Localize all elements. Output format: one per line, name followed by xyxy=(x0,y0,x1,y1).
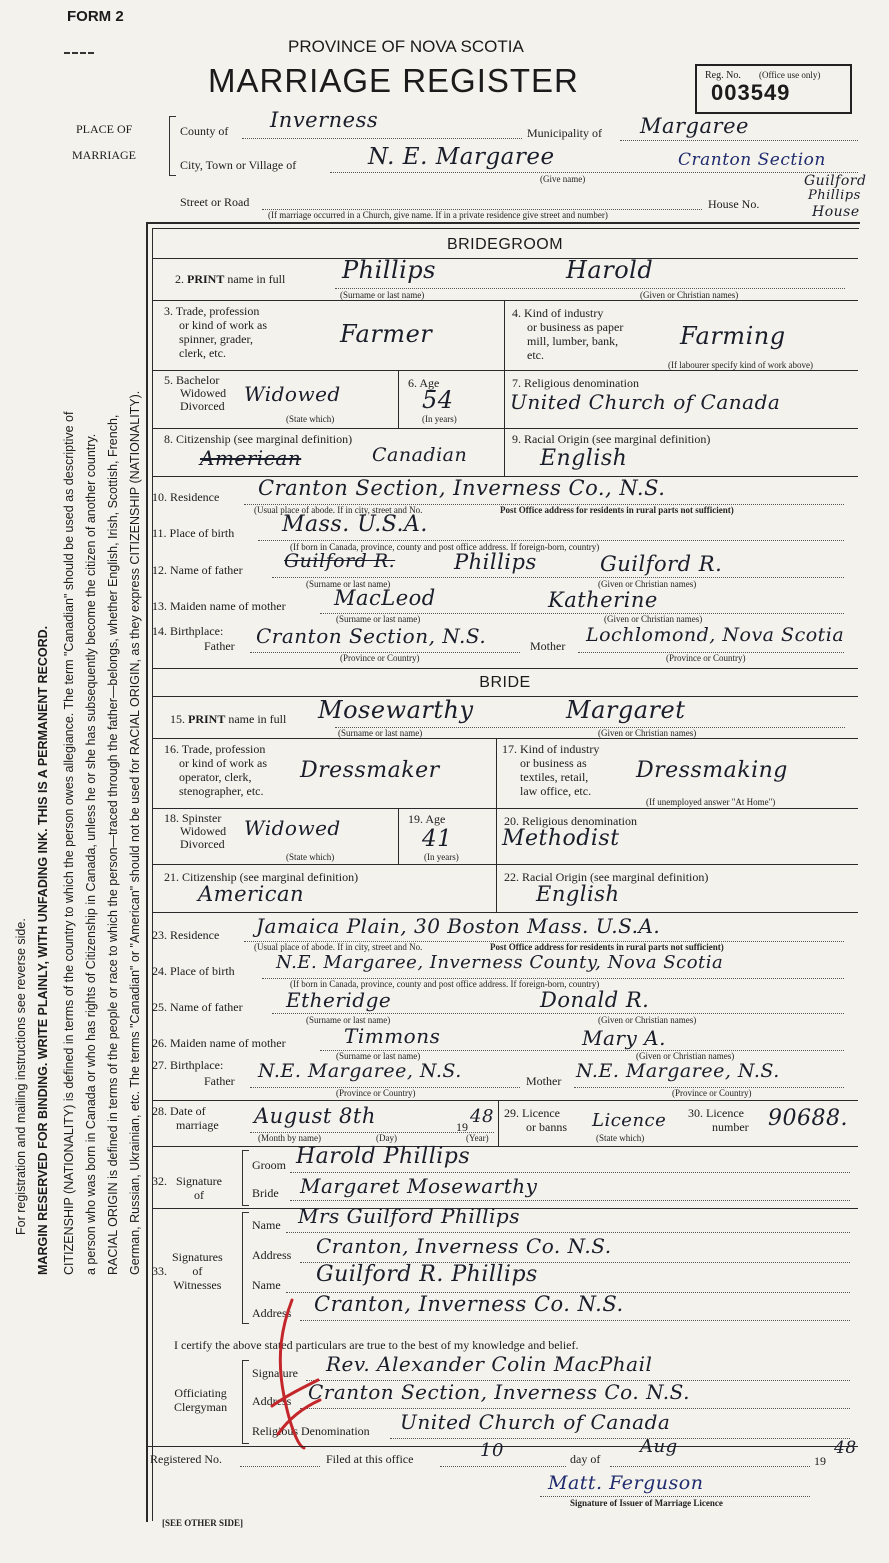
br-status-label-1: 18. Spinster xyxy=(164,811,222,825)
reg-no-value: 003549 xyxy=(711,80,791,105)
witness-num: 33. xyxy=(152,1264,167,1278)
br-residence-label: 23. Residence xyxy=(152,928,220,942)
bg-trade-label-4: clerk, etc. xyxy=(179,346,226,360)
bg-name-label: name in full xyxy=(227,272,286,286)
br-industry-caption: (If unemployed answer "At Home") xyxy=(646,797,776,807)
br-birth-caption: (If born in Canada, province, county and post office address. If foreign-born, country) xyxy=(290,979,600,989)
filed-day-line xyxy=(440,1466,566,1467)
margin-racial-def-2: German, Russian, Ukrainian, etc. The terms "Canadian" or "American" should not be used for RACIAL ORIGIN, as they express CITIZENSHIP (NATIONALITY). xyxy=(128,390,142,1275)
form-label: FORM 2 xyxy=(67,8,124,25)
bg-citizenship-struck: American xyxy=(200,446,302,470)
given-name-caption: (Give name) xyxy=(540,174,586,184)
br-mother-given: Mary A. xyxy=(582,1026,666,1050)
church-caption: (If marriage occurred in a Church, give name. If in a private residence give street and number) xyxy=(268,210,608,220)
bg-status-value: Widowed xyxy=(244,382,341,406)
reg-no-label: Reg. No. xyxy=(705,70,741,81)
bg-residence-caption-a: (Usual place of abode. If in city, street and No. xyxy=(254,505,423,515)
br-birth-label: 24. Place of birth xyxy=(152,964,235,978)
bride-label: Bride xyxy=(252,1186,279,1200)
date-divider xyxy=(498,1100,499,1146)
rule-bg-3 xyxy=(152,370,858,371)
bg-father-struck: Guilford R. xyxy=(284,550,396,572)
w2-address-label: Address xyxy=(252,1306,292,1320)
day-of-label: day of xyxy=(570,1452,601,1466)
registered-line xyxy=(240,1466,320,1467)
bg-residence-caption-b: Post Office address for residents in rural parts not sufficient) xyxy=(500,505,734,515)
br-bp-father-caption: (Province or Country) xyxy=(336,1088,416,1098)
rule-sig-top xyxy=(152,1146,858,1147)
sig-label xyxy=(176,1174,222,1202)
br-father-label: 25. Name of father xyxy=(152,1000,243,1014)
br-bp-father-label: Father xyxy=(204,1074,235,1088)
county-label: County of xyxy=(180,124,229,138)
registered-label: Registered No. xyxy=(150,1452,222,1466)
br-residence-caption-b: Post Office address for residents in rural parts not sufficient) xyxy=(490,942,724,952)
br-status-value: Widowed xyxy=(244,816,341,840)
bg-father-surname: Phillips xyxy=(454,550,537,574)
br-citizenship-label: 21. Citizenship (see marginal definition) xyxy=(164,870,359,884)
bg-age-divider-2 xyxy=(504,370,505,428)
bg-industry-label-1: 4. Kind of industry xyxy=(512,306,604,320)
bg-trade-label-1: 3. Trade, profession xyxy=(164,304,260,318)
clergy-signature: Rev. Alexander Colin MacPhail xyxy=(326,1352,653,1376)
bride-signature: Margaret Mosewarthy xyxy=(300,1174,538,1198)
bg-citizenship-value: Canadian xyxy=(372,444,468,466)
bg-religion-value: United Church of Canada xyxy=(510,390,781,414)
sig-bracket xyxy=(242,1150,249,1206)
bg-industry-value: Farming xyxy=(680,322,786,350)
bg-industry-label xyxy=(512,306,672,362)
br-citizenship-value: American xyxy=(198,882,305,906)
bg-given: Harold xyxy=(566,256,654,284)
rule-bg-4 xyxy=(152,428,858,429)
bg-father-label: 12. Name of father xyxy=(152,563,243,577)
br-surname-caption: (Surname or last name) xyxy=(338,728,423,738)
bg-trade-label-2: or kind of work as xyxy=(179,318,267,332)
margin-binding-note: MARGIN RESERVED FOR BINDING. WRITE PLAINLY, WITH UNFADING INK. THIS IS A PERMANENT RECORD. xyxy=(36,625,50,1275)
bg-industry-label-3: mill, lumber, bank, xyxy=(527,334,619,348)
bride-line xyxy=(290,1200,850,1201)
bg-mother-given: Katherine xyxy=(548,588,658,612)
br-bp-mother-caption: (Province or Country) xyxy=(672,1088,752,1098)
br-trade-label-4: stenographer, etc. xyxy=(179,784,264,798)
w2-address: Cranton, Inverness Co. N.S. xyxy=(314,1292,624,1316)
bride-heading: BRIDE xyxy=(479,674,531,691)
bg-status-label-2: Widowed xyxy=(180,386,227,400)
rule-br-4 xyxy=(152,864,858,865)
reg-no-note: (Office use only) xyxy=(759,70,821,80)
rule-br-2 xyxy=(152,738,858,739)
licence-no-label-1: 30. Licence xyxy=(688,1106,744,1120)
clergy-address-line xyxy=(300,1408,850,1409)
bg-age-divider-1 xyxy=(398,370,399,428)
bg-racial-label: 9. Racial Origin (see marginal definition) xyxy=(512,432,711,446)
br-trade-label-3: operator, clerk, xyxy=(179,770,252,784)
date-label-2: marriage xyxy=(176,1118,219,1132)
br-industry-label-4: law office, etc. xyxy=(520,784,592,798)
bg-industry-label-4: etc. xyxy=(527,348,544,362)
bg-father-line xyxy=(272,577,844,578)
marriage-year: 48 xyxy=(470,1106,494,1127)
street-label: Street or Road xyxy=(180,195,250,209)
bg-industry-caption: (If labourer specify kind of work above) xyxy=(668,360,813,370)
br-bp-mother-value: N.E. Margaree, N.S. xyxy=(576,1060,780,1082)
bg-age-label: 6. Age xyxy=(408,376,440,390)
br-bp-mother-label: Mother xyxy=(526,1074,562,1088)
br-age-divider-1 xyxy=(398,808,399,864)
br-age-label: 19. Age xyxy=(408,812,446,826)
city-value: N. E. Margaree xyxy=(368,144,555,170)
br-age-value: 41 xyxy=(422,826,453,852)
br-father-surname-caption: (Surname or last name) xyxy=(306,1015,391,1025)
w1-name-line xyxy=(286,1232,850,1233)
w1-name-label: Name xyxy=(252,1218,281,1232)
date-label xyxy=(152,1104,219,1132)
sig-label-1: Signature xyxy=(176,1174,222,1188)
br-industry-label xyxy=(502,742,599,798)
br-industry-label-3: textiles, retail, xyxy=(520,770,589,784)
bg-name-num: 2. xyxy=(175,272,184,286)
bridegroom-heading: BRIDEGROOM xyxy=(446,236,564,253)
bg-residence-value: Cranton Section, Inverness Co., N.S. xyxy=(258,476,666,500)
witness-label-1: Signatures xyxy=(172,1250,223,1264)
bg-father-given: Guilford R. xyxy=(600,552,723,576)
w1-name: Mrs Guilford Phillips xyxy=(298,1204,520,1228)
br-trade-divider xyxy=(496,738,497,808)
place-label-2: MARRIAGE xyxy=(72,148,137,162)
licence-no-label-2: number xyxy=(712,1120,749,1134)
bg-status-label xyxy=(164,374,226,413)
bg-father-given-caption: (Given or Christian names) xyxy=(598,579,697,589)
punch-mark xyxy=(64,52,94,54)
bg-religion-label: 7. Religious denomination xyxy=(512,376,639,390)
bg-citizen-divider xyxy=(504,428,505,476)
br-given-caption: (Given or Christian names) xyxy=(598,728,697,738)
issuer-caption: Signature of Issuer of Marriage Licence xyxy=(570,1498,723,1508)
bg-status-label-1: 5. Bachelor xyxy=(164,373,220,387)
rule-marriage-top xyxy=(152,1100,858,1101)
w2-name-label: Name xyxy=(252,1278,281,1292)
bg-mother-given-caption: (Given or Christian names) xyxy=(604,614,703,624)
bg-age-value: 54 xyxy=(422,386,454,414)
br-father-given: Donald R. xyxy=(540,988,650,1012)
bg-name-print: PRINT xyxy=(187,272,225,286)
bg-mother-surname-caption: (Surname or last name) xyxy=(336,614,421,624)
bg-birthplace-label: 14. Birthplace: xyxy=(152,624,224,638)
witness-bracket xyxy=(242,1212,249,1324)
rule-bride-top xyxy=(152,668,858,669)
bg-industry-label-2: or business as paper xyxy=(527,320,624,334)
issuer-line xyxy=(540,1496,810,1497)
issuer-signature: Matt. Ferguson xyxy=(548,1472,704,1494)
red-check-mark xyxy=(268,1296,328,1456)
house-value-2: Phillips xyxy=(808,188,861,203)
bg-birth-value: Mass. U.S.A. xyxy=(282,512,428,537)
bg-trade-label-3: spinner, grader, xyxy=(179,332,254,346)
witness-label-3: Witnesses xyxy=(173,1278,222,1292)
groom-line xyxy=(290,1172,850,1173)
br-trade-value: Dressmaker xyxy=(300,758,440,783)
groom-signature: Harold Phillips xyxy=(296,1144,471,1169)
bg-name-label-row xyxy=(175,272,285,287)
clergy-label-1: Officiating xyxy=(174,1386,227,1400)
br-name-label-row xyxy=(170,712,286,727)
br-name-print: PRINT xyxy=(188,712,226,726)
br-religion-label: 20. Religious denomination xyxy=(504,814,637,828)
bg-father-surname-caption: (Surname or last name) xyxy=(306,579,391,589)
bg-mother-surname: MacLeod xyxy=(334,586,436,610)
house-label: House No. xyxy=(708,197,760,211)
witness-label-2: of xyxy=(192,1264,203,1278)
bg-age-caption: (In years) xyxy=(422,414,457,424)
bg-residence-label: 10. Residence xyxy=(152,490,220,504)
licence-label-1: 29. Licence xyxy=(504,1106,560,1120)
clergy-address-label: Address xyxy=(252,1394,292,1408)
w2-name: Guilford R. Phillips xyxy=(316,1262,538,1287)
br-status-label-2: Widowed xyxy=(180,824,227,838)
br-bp-father-value: N.E. Margaree, N.S. xyxy=(258,1060,462,1082)
clergy-address: Cranton Section, Inverness Co. N.S. xyxy=(308,1380,691,1404)
licence-value: Licence xyxy=(592,1110,667,1131)
br-status-label xyxy=(164,812,226,851)
date-label-1: 28. Date of xyxy=(152,1104,206,1118)
filed-month-line xyxy=(610,1466,810,1467)
marriage-month-day: August 8th xyxy=(254,1104,376,1128)
month-caption: (Month by name) xyxy=(258,1133,321,1143)
rule-br-3 xyxy=(152,808,858,809)
bg-mother-label: 13. Maiden name of mother xyxy=(152,599,286,613)
bg-name-line xyxy=(335,288,845,289)
br-mother-surname: Timmons xyxy=(344,1024,441,1048)
rule-bg-2 xyxy=(152,300,858,301)
margin-racial-def-1: RACIAL ORIGIN is defined in terms of the people or race to which the person—traced through the father—belongs, whether English, Irish, Scottish, French, xyxy=(106,414,120,1275)
br-mother-given-caption: (Given or Christian names) xyxy=(636,1051,735,1061)
br-father-surname: Etheridge xyxy=(286,988,392,1012)
clergy-label-2: Clergyman xyxy=(174,1400,228,1414)
bg-trade-divider xyxy=(504,300,505,370)
bg-birth-caption: (If born in Canada, province, county and post office address. If foreign-born, country) xyxy=(290,542,600,552)
province-heading: PROVINCE OF NOVA SCOTIA xyxy=(288,37,524,56)
br-name-label: name in full xyxy=(228,712,287,726)
municipality-label: Municipality of xyxy=(527,126,602,140)
rule-br-5 xyxy=(152,912,858,913)
clergy-signature-label: Signature xyxy=(252,1366,298,1380)
br-status-label-3: Divorced xyxy=(180,837,225,851)
br-trade-label-2: or kind of work as xyxy=(179,756,267,770)
clergy-denomination: United Church of Canada xyxy=(400,1410,671,1434)
bg-status-label-3: Divorced xyxy=(180,399,225,413)
certify-statement: I certify the above stated particulars are true to the best of my knowledge and belief. xyxy=(174,1338,579,1352)
bg-citizenship-label: 8. Citizenship (see marginal definition) xyxy=(164,432,353,446)
br-trade-label-1: 16. Trade, profession xyxy=(164,742,266,756)
bg-bp-mother-label: Mother xyxy=(530,639,566,653)
municipality-line xyxy=(620,140,858,141)
filed-month: Aug xyxy=(640,1436,678,1457)
br-mother-label: 26. Maiden name of mother xyxy=(152,1036,286,1050)
bg-bp-father-caption: (Province or Country) xyxy=(340,653,420,663)
bg-surname-caption: (Surname or last name) xyxy=(340,290,425,300)
clergy-denomination-line xyxy=(390,1438,850,1439)
city-line xyxy=(330,172,858,173)
br-age-caption: (In years) xyxy=(424,852,459,862)
filed-year: 48 xyxy=(834,1438,857,1458)
register-title: MARRIAGE REGISTER xyxy=(208,62,579,99)
br-industry-label-1: 17. Kind of industry xyxy=(502,742,600,756)
br-surname: Mosewarthy xyxy=(318,696,474,724)
bg-bp-father-value: Cranton Section, N.S. xyxy=(256,624,487,648)
licence-label xyxy=(504,1106,567,1134)
county-value: Inverness xyxy=(270,108,379,132)
margin-citizenship-def-2: a person who was born in Canada or who has rights of Citizenship in Canada, unless he or she has subsequently become the citizen of another country. xyxy=(84,433,98,1275)
sig-num: 32. xyxy=(152,1174,167,1188)
sig-label-2: of xyxy=(194,1188,204,1202)
bg-surname: Phillips xyxy=(342,256,436,284)
place-bracket xyxy=(169,116,176,176)
br-industry-value: Dressmaking xyxy=(636,758,788,783)
licence-no-label xyxy=(688,1106,749,1134)
br-mother-surname-caption: (Surname or last name) xyxy=(336,1051,421,1061)
county-line xyxy=(242,138,522,139)
br-religion-value: Methodist xyxy=(502,826,620,851)
witness-label xyxy=(172,1250,223,1292)
br-racial-value: English xyxy=(536,882,620,906)
bg-birth-line xyxy=(258,540,844,541)
year-caption: (Year) xyxy=(466,1133,489,1143)
rule-br-1 xyxy=(152,696,858,697)
bg-status-caption: (State which) xyxy=(286,414,335,424)
marriage-year-prefix: 19 xyxy=(456,1120,468,1134)
br-citizen-divider xyxy=(496,864,497,912)
w1-address-label: Address xyxy=(252,1248,292,1262)
bg-birth-label: 11. Place of birth xyxy=(152,526,235,540)
br-status-caption: (State which) xyxy=(286,852,335,862)
br-father-given-caption: (Given or Christian names) xyxy=(598,1015,697,1025)
house-value-1: Guilford xyxy=(804,173,867,189)
place-label-1: PLACE OF xyxy=(76,122,133,136)
bg-given-caption: (Given or Christian names) xyxy=(640,290,739,300)
br-father-line xyxy=(272,1013,844,1014)
licence-caption: (State which) xyxy=(596,1133,645,1143)
bg-trade-label xyxy=(164,304,304,360)
margin-instructions: For registration and mailing instructions see reverse side. xyxy=(14,918,28,1235)
margin-citizenship-def-1: CITIZENSHIP (NATIONALITY) is defined in terms of the country to which the person owes allegiance. The term "Canadian" should be used as descriptive of xyxy=(62,411,76,1275)
licence-no-value: 90688. xyxy=(768,1106,848,1131)
br-racial-label: 22. Racial Origin (see marginal definition) xyxy=(504,870,709,884)
clergy-denomination-label: Religious Denomination xyxy=(252,1424,370,1438)
day-caption: (Day) xyxy=(376,1133,397,1143)
br-industry-label-2: or business as xyxy=(520,756,587,770)
reg-no-box xyxy=(695,64,852,114)
bg-trade-value: Farmer xyxy=(340,320,433,348)
br-name-num: 15. xyxy=(170,712,185,726)
w2-address-line xyxy=(300,1320,850,1321)
br-age-divider-2 xyxy=(496,808,497,864)
bg-bp-father-label: Father xyxy=(204,639,235,653)
bg-bp-mother-value: Lochlomond, Nova Scotia xyxy=(586,624,845,646)
br-birthplace-label: 27. Birthplace: xyxy=(152,1058,224,1072)
br-residence-value: Jamaica Plain, 30 Boston Mass. U.S.A. xyxy=(256,914,661,938)
filed-label: Filed at this office xyxy=(326,1452,414,1466)
br-residence-caption-a: (Usual place of abode. If in city, street and No. xyxy=(254,942,423,952)
city-label: City, Town or Village of xyxy=(180,158,297,172)
clergy-label xyxy=(174,1386,227,1414)
city-note: Cranton Section xyxy=(678,150,826,170)
filed-day: 10 xyxy=(480,1440,504,1461)
municipality-value: Margaree xyxy=(640,114,749,138)
br-given: Margaret xyxy=(566,696,686,724)
clergy-bracket xyxy=(242,1360,249,1444)
bg-bp-mother-caption: (Province or Country) xyxy=(666,653,746,663)
br-birth-value: N.E. Margaree, Inverness County, Nova Scotia xyxy=(276,952,724,973)
licence-label-2: or banns xyxy=(526,1120,567,1134)
bg-racial-value: English xyxy=(540,446,628,471)
groom-label: Groom xyxy=(252,1158,286,1172)
house-value-3: House xyxy=(812,204,860,220)
br-trade-label xyxy=(164,742,267,798)
filed-year-prefix: 19 xyxy=(814,1454,826,1468)
see-other-side: [SEE OTHER SIDE] xyxy=(162,1518,244,1528)
w1-address: Cranton, Inverness Co. N.S. xyxy=(316,1234,612,1258)
rule-bg-1 xyxy=(152,258,858,259)
